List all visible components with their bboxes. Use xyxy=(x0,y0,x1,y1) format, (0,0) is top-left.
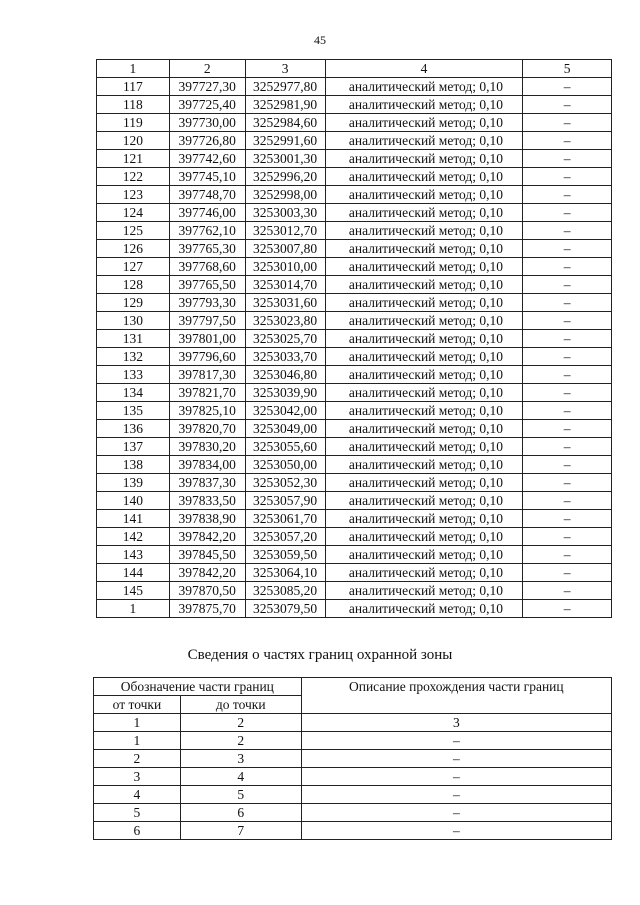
table-row xyxy=(94,750,612,768)
table-cell: аналитический метод; 0,10 xyxy=(325,222,523,240)
table-cell: 118 xyxy=(97,96,170,114)
table-cell: 397746,00 xyxy=(169,204,245,222)
table-cell: – xyxy=(301,804,611,822)
table-cell: аналитический метод; 0,10 xyxy=(325,276,523,294)
table-row xyxy=(94,822,612,840)
table-cell: 397727,30 xyxy=(169,78,245,96)
table-row xyxy=(97,510,612,528)
table-cell: – xyxy=(523,402,612,420)
table-cell: – xyxy=(523,384,612,402)
table-cell: 3253007,80 xyxy=(245,240,325,258)
table-row xyxy=(97,582,612,600)
table-cell: 117 xyxy=(97,78,170,96)
table-row xyxy=(97,474,612,492)
table-cell: 6 xyxy=(94,822,181,840)
table-cell: 3253025,70 xyxy=(245,330,325,348)
table-row xyxy=(97,222,612,240)
boundary-part-description-header: Описание прохождения части границ xyxy=(301,678,611,714)
table-cell: 2 xyxy=(180,714,301,732)
coordinates-table xyxy=(96,59,612,618)
table-cell: – xyxy=(523,294,612,312)
table-row xyxy=(97,600,612,618)
table-row xyxy=(97,528,612,546)
table-cell: 397820,70 xyxy=(169,420,245,438)
table-cell: – xyxy=(523,492,612,510)
table-cell: 129 xyxy=(97,294,170,312)
table-cell: 3253023,80 xyxy=(245,312,325,330)
table-cell: – xyxy=(523,510,612,528)
table-cell: аналитический метод; 0,10 xyxy=(325,582,523,600)
table-cell: 2 xyxy=(94,750,181,768)
table-cell: 120 xyxy=(97,132,170,150)
table-row xyxy=(97,96,612,114)
table-cell: – xyxy=(523,78,612,96)
table-cell: 3 xyxy=(94,768,181,786)
table-cell: – xyxy=(523,546,612,564)
table-cell: аналитический метод; 0,10 xyxy=(325,330,523,348)
table-cell: 3253061,70 xyxy=(245,510,325,528)
table-cell: 3253052,30 xyxy=(245,474,325,492)
table-cell: – xyxy=(523,564,612,582)
table-cell: 3253003,30 xyxy=(245,204,325,222)
table-cell: аналитический метод; 0,10 xyxy=(325,78,523,96)
table-cell: 142 xyxy=(97,528,170,546)
table-cell: – xyxy=(523,420,612,438)
table-cell: 3 xyxy=(301,714,611,732)
table-cell: – xyxy=(301,786,611,804)
table-cell: 124 xyxy=(97,204,170,222)
table-cell: 4 xyxy=(180,768,301,786)
column-header: 2 xyxy=(169,60,245,78)
table-cell: 397762,10 xyxy=(169,222,245,240)
table-cell: 132 xyxy=(97,348,170,366)
table-cell: 4 xyxy=(94,786,181,804)
table-cell: 1 xyxy=(97,600,170,618)
table-row xyxy=(94,768,612,786)
table-cell: 127 xyxy=(97,258,170,276)
table-cell: 397742,60 xyxy=(169,150,245,168)
table-row xyxy=(94,786,612,804)
table-cell: аналитический метод; 0,10 xyxy=(325,420,523,438)
table-cell: 3253079,50 xyxy=(245,600,325,618)
table-cell: – xyxy=(523,312,612,330)
table-cell: 397748,70 xyxy=(169,186,245,204)
table-cell: 140 xyxy=(97,492,170,510)
table-cell: 397817,30 xyxy=(169,366,245,384)
table-row xyxy=(97,492,612,510)
column-header: 4 xyxy=(325,60,523,78)
table-cell: 3253033,70 xyxy=(245,348,325,366)
table-cell: аналитический метод; 0,10 xyxy=(325,294,523,312)
table-row xyxy=(97,240,612,258)
table-row xyxy=(97,564,612,582)
table-cell: аналитический метод; 0,10 xyxy=(325,456,523,474)
table-cell: аналитический метод; 0,10 xyxy=(325,204,523,222)
table-cell: 3252991,60 xyxy=(245,132,325,150)
table-cell: 397797,50 xyxy=(169,312,245,330)
table-cell: 135 xyxy=(97,402,170,420)
table-cell: 3253014,70 xyxy=(245,276,325,294)
table-cell: 133 xyxy=(97,366,170,384)
table-cell: 3252984,60 xyxy=(245,114,325,132)
table-cell: 7 xyxy=(180,822,301,840)
boundary-parts-table xyxy=(93,677,612,840)
table-cell: 3252996,20 xyxy=(245,168,325,186)
table-cell: 397745,10 xyxy=(169,168,245,186)
table-cell: аналитический метод; 0,10 xyxy=(325,132,523,150)
table-cell: 134 xyxy=(97,384,170,402)
table-cell: – xyxy=(301,750,611,768)
table-cell: 122 xyxy=(97,168,170,186)
table-cell: аналитический метод; 0,10 xyxy=(325,366,523,384)
table-row xyxy=(97,150,612,168)
table-cell: – xyxy=(523,186,612,204)
table-row xyxy=(97,330,612,348)
table-cell: аналитический метод; 0,10 xyxy=(325,186,523,204)
table-cell: 5 xyxy=(94,804,181,822)
table-row xyxy=(97,186,612,204)
table-row xyxy=(97,132,612,150)
from-point-header: от точки xyxy=(94,696,181,714)
boundary-part-designation-header: Обозначение части границ xyxy=(94,678,302,696)
table-cell: – xyxy=(523,204,612,222)
page-number: 45 xyxy=(314,33,326,47)
table-cell: аналитический метод; 0,10 xyxy=(325,96,523,114)
table-cell: аналитический метод; 0,10 xyxy=(325,384,523,402)
table-cell: аналитический метод; 0,10 xyxy=(325,546,523,564)
table-cell: 3252998,00 xyxy=(245,186,325,204)
table-cell: аналитический метод; 0,10 xyxy=(325,114,523,132)
table-cell: 3253010,00 xyxy=(245,258,325,276)
table-cell: 397765,30 xyxy=(169,240,245,258)
table-cell: – xyxy=(523,96,612,114)
table-cell: 397842,20 xyxy=(169,528,245,546)
table-cell: 125 xyxy=(97,222,170,240)
table-row xyxy=(97,384,612,402)
table-cell: 397726,80 xyxy=(169,132,245,150)
table-row xyxy=(97,204,612,222)
table-row xyxy=(97,348,612,366)
table-cell: 3253042,00 xyxy=(245,402,325,420)
table-cell: – xyxy=(523,600,612,618)
table-cell: аналитический метод; 0,10 xyxy=(325,474,523,492)
table-cell: аналитический метод; 0,10 xyxy=(325,168,523,186)
table-cell: 137 xyxy=(97,438,170,456)
table-cell: аналитический метод; 0,10 xyxy=(325,312,523,330)
table-cell: 397837,30 xyxy=(169,474,245,492)
table-cell: 130 xyxy=(97,312,170,330)
table-row xyxy=(97,402,612,420)
section-title: Сведения о частях границ охранной зоны xyxy=(187,647,453,663)
table-cell: 397833,50 xyxy=(169,492,245,510)
table-cell: 3 xyxy=(180,750,301,768)
table-cell: аналитический метод; 0,10 xyxy=(325,492,523,510)
table-cell: 128 xyxy=(97,276,170,294)
table-cell: 141 xyxy=(97,510,170,528)
table-cell: – xyxy=(301,768,611,786)
table-cell: 144 xyxy=(97,564,170,582)
column-header: 1 xyxy=(97,60,170,78)
table-cell: 397801,00 xyxy=(169,330,245,348)
table-cell: 5 xyxy=(180,786,301,804)
table-cell: – xyxy=(523,150,612,168)
table-cell: 145 xyxy=(97,582,170,600)
column-header: 3 xyxy=(245,60,325,78)
table-cell: аналитический метод; 0,10 xyxy=(325,528,523,546)
table-cell: – xyxy=(523,348,612,366)
table-row xyxy=(97,294,612,312)
table-cell: 397834,00 xyxy=(169,456,245,474)
parts-table-header-row xyxy=(94,678,612,696)
table-cell: – xyxy=(523,276,612,294)
table-cell: 397765,50 xyxy=(169,276,245,294)
table-cell: 3252977,80 xyxy=(245,78,325,96)
table-row xyxy=(97,366,612,384)
table-cell: 3253001,30 xyxy=(245,150,325,168)
table-cell: – xyxy=(523,222,612,240)
table-cell: 3253064,10 xyxy=(245,564,325,582)
table-cell: 3252981,90 xyxy=(245,96,325,114)
table-row xyxy=(97,420,612,438)
table-cell: 3253012,70 xyxy=(245,222,325,240)
boundary-parts-table-body xyxy=(94,714,612,840)
table-cell: 143 xyxy=(97,546,170,564)
table-cell: 3253059,50 xyxy=(245,546,325,564)
table-row xyxy=(97,114,612,132)
table-row xyxy=(97,456,612,474)
table-cell: – xyxy=(523,240,612,258)
table-cell: 119 xyxy=(97,114,170,132)
table-cell: 397821,70 xyxy=(169,384,245,402)
table-row xyxy=(97,78,612,96)
table-cell: – xyxy=(523,528,612,546)
table-row xyxy=(97,276,612,294)
table-cell: – xyxy=(523,330,612,348)
table-cell: – xyxy=(523,168,612,186)
table-cell: 3253046,80 xyxy=(245,366,325,384)
table-cell: – xyxy=(523,438,612,456)
table-cell: 131 xyxy=(97,330,170,348)
table-cell: 397842,20 xyxy=(169,564,245,582)
table-cell: 3253085,20 xyxy=(245,582,325,600)
table-cell: 397730,00 xyxy=(169,114,245,132)
table-cell: 397793,30 xyxy=(169,294,245,312)
table-cell: – xyxy=(301,732,611,750)
table-cell: 138 xyxy=(97,456,170,474)
table-cell: 3253055,60 xyxy=(245,438,325,456)
table-cell: – xyxy=(523,456,612,474)
table-cell: 2 xyxy=(180,732,301,750)
table-cell: – xyxy=(523,474,612,492)
table-cell: 1 xyxy=(94,732,181,750)
table-cell: 3253057,20 xyxy=(245,528,325,546)
table-cell: 3253057,90 xyxy=(245,492,325,510)
table-cell: 397838,90 xyxy=(169,510,245,528)
table-cell: аналитический метод; 0,10 xyxy=(325,348,523,366)
table-cell: аналитический метод; 0,10 xyxy=(325,150,523,168)
table-cell: аналитический метод; 0,10 xyxy=(325,438,523,456)
table-cell: аналитический метод; 0,10 xyxy=(325,258,523,276)
table-row xyxy=(97,258,612,276)
table-cell: – xyxy=(523,132,612,150)
table-cell: 1 xyxy=(94,714,181,732)
table-cell: аналитический метод; 0,10 xyxy=(325,600,523,618)
coordinates-table-body xyxy=(97,78,612,618)
table-cell: 397870,50 xyxy=(169,582,245,600)
table-cell: аналитический метод; 0,10 xyxy=(325,510,523,528)
table-cell: 6 xyxy=(180,804,301,822)
table-row xyxy=(97,546,612,564)
to-point-header: до точки xyxy=(180,696,301,714)
table-cell: 397725,40 xyxy=(169,96,245,114)
table-cell: 3253049,00 xyxy=(245,420,325,438)
column-header: 5 xyxy=(523,60,612,78)
table-cell: 397830,20 xyxy=(169,438,245,456)
table-row xyxy=(94,714,612,732)
table-cell: 121 xyxy=(97,150,170,168)
table-cell: 397796,60 xyxy=(169,348,245,366)
table-row xyxy=(94,804,612,822)
table-cell: – xyxy=(523,258,612,276)
coordinates-table-header xyxy=(97,60,612,78)
table-row xyxy=(94,732,612,750)
table-cell: 3253031,60 xyxy=(245,294,325,312)
table-cell: 397768,60 xyxy=(169,258,245,276)
table-cell: – xyxy=(523,366,612,384)
table-cell: аналитический метод; 0,10 xyxy=(325,564,523,582)
table-cell: – xyxy=(301,822,611,840)
table-row xyxy=(97,168,612,186)
table-row xyxy=(97,312,612,330)
table-row xyxy=(97,438,612,456)
table-cell: 397845,50 xyxy=(169,546,245,564)
table-cell: 126 xyxy=(97,240,170,258)
table-cell: 123 xyxy=(97,186,170,204)
table-cell: 397825,10 xyxy=(169,402,245,420)
table-cell: аналитический метод; 0,10 xyxy=(325,240,523,258)
table-cell: аналитический метод; 0,10 xyxy=(325,402,523,420)
table-cell: 3253050,00 xyxy=(245,456,325,474)
table-cell: 136 xyxy=(97,420,170,438)
table-cell: – xyxy=(523,582,612,600)
table-cell: 397875,70 xyxy=(169,600,245,618)
table-cell: – xyxy=(523,114,612,132)
table-cell: 3253039,90 xyxy=(245,384,325,402)
table-cell: 139 xyxy=(97,474,170,492)
